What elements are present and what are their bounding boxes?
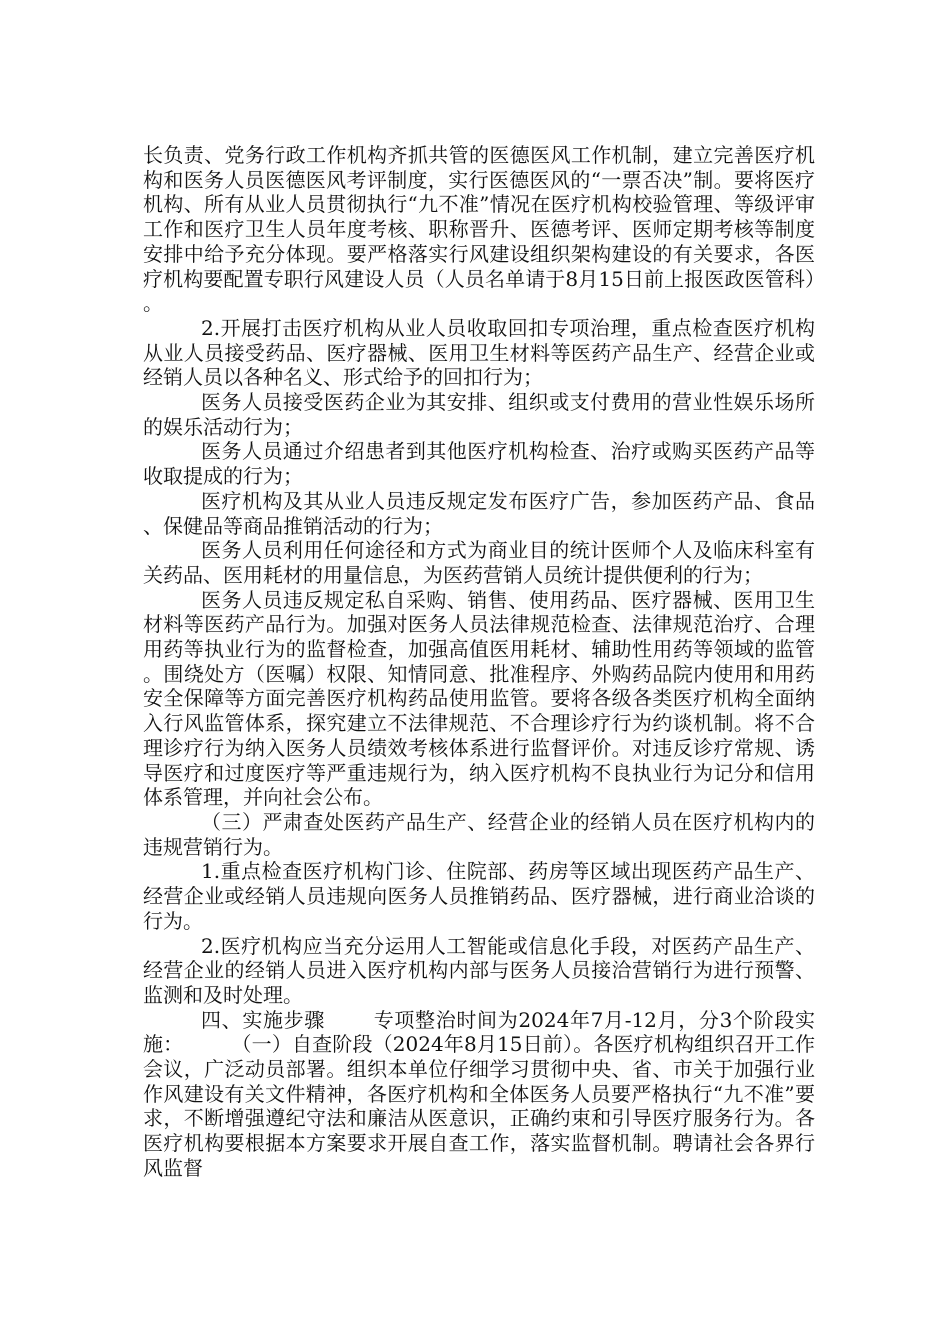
paragraph-section-4 — [143, 1008, 815, 1181]
paragraph-referral-commission: 医务人员通过介绍患者到其他医疗机构检查、治疗或购买医药产品等收取提成的行为； — [143, 439, 815, 489]
paragraph-continued: 长负责、党务行政工作机构齐抓共管的医德医风工作机制，建立完善医疗机构和医务人员医德医风考评制度，实行医德医风的“一票否决”制。要将医疗机构、所有从业人员贯彻执行“九不准”情况在医疗机构校验管理、等级评审工作和医疗卫生人员年度考核、职称晋升、医德考评、医师定期考核等制度安排中给予充分体现。要严格落实行风建设组织架构建设的有关要求，各医疗机构要配置专职行风建设人员（人员名单请于8月15日前上报医政医管科）。 — [143, 143, 815, 316]
paragraph-advertising: 医疗机构及其从业人员违反规定发布医疗广告，参加医药产品、食品、保健品等商品推销活动的行为； — [143, 488, 815, 538]
paragraph-entertainment: 医务人员接受医药企业为其安排、组织或支付费用的营业性娱乐场所的娱乐活动行为； — [143, 390, 815, 439]
paragraph-usage-statistics: 医务人员利用任何途径和方式为商业目的统计医师个人及临床科室有关药品、医用耗材的用量信息，为医药营销人员统计提供便利的行为； — [143, 538, 815, 587]
paragraph-inspection-areas: 1.重点检查医疗机构门诊、住院部、药房等区域出现医药产品生产、经营企业或经销人员违规向医务人员推销药品、医疗器械，进行商业洽谈的行为。 — [143, 859, 815, 933]
paragraph-rebate-governance: 2.开展打击医疗机构从业人员收取回扣专项治理，重点检查医疗机构从业人员接受药品、医疗器械、医用卫生材料等医药产品生产、经营企业或经销人员以各种名义、形式给予的回扣行为； — [143, 315, 815, 390]
paragraph-ai-monitoring: 2.医疗机构应当充分运用人工智能或信息化手段，对医药产品生产、经营企业的经销人员进入医疗机构内部与医务人员接洽营销行为进行预警、监测和及时处理。 — [143, 933, 815, 1007]
section-4-schedule: 专项整治时间为2024年7月-12月，分3个阶段实施： — [143, 1007, 815, 1057]
section-4-heading: 四、实施步骤 — [201, 1007, 326, 1032]
paragraph-section-3-heading: （三）严肃查处医药产品生产、经营企业的经销人员在医疗机构内的违规营销行为。 — [143, 809, 815, 859]
document-body — [143, 143, 815, 1181]
section-4-self-check: （一）自查阶段（2024年8月15日前）。各医疗机构组织召开工作会议，广泛动员部署。组织本单位仔细学习贯彻中央、省、市关于加强行业作风建设有关文件精神，各医疗机构和全体医务人员要严格执行“九不准”要求，不断增强遵纪守法和廉洁从医意识，正确约束和引导医疗服务行为。各医疗机构要根据本方案要求开展自查工作，落实监督机制。聘请社会各界行风监督 — [143, 1032, 815, 1180]
paragraph-private-procurement: 医务人员违反规定私自采购、销售、使用药品、医疗器械、医用卫生材料等医药产品行为。加强对医务人员法律规范检查、法律规范治疗、合理用药等执业行为的监督检查，加强高值医用耗材、辅助性用药等领域的监管。围绕处方（医嘱）权限、知情同意、批准程序、外购药品院内使用和用药安全保障等方面完善医疗机构药品使用监管。要将各级各类医疗机构全面纳入行风监管体系，探究建立不法律规范、不合理诊疗行为约谈机制。将不合理诊疗行为纳入医务人员绩效考核体系进行监督评价。对违反诊疗常规、诱导医疗和过度医疗等严重违规行为，纳入医疗机构不良执业行为记分和信用体系管理，并向社会公布。 — [143, 587, 815, 810]
